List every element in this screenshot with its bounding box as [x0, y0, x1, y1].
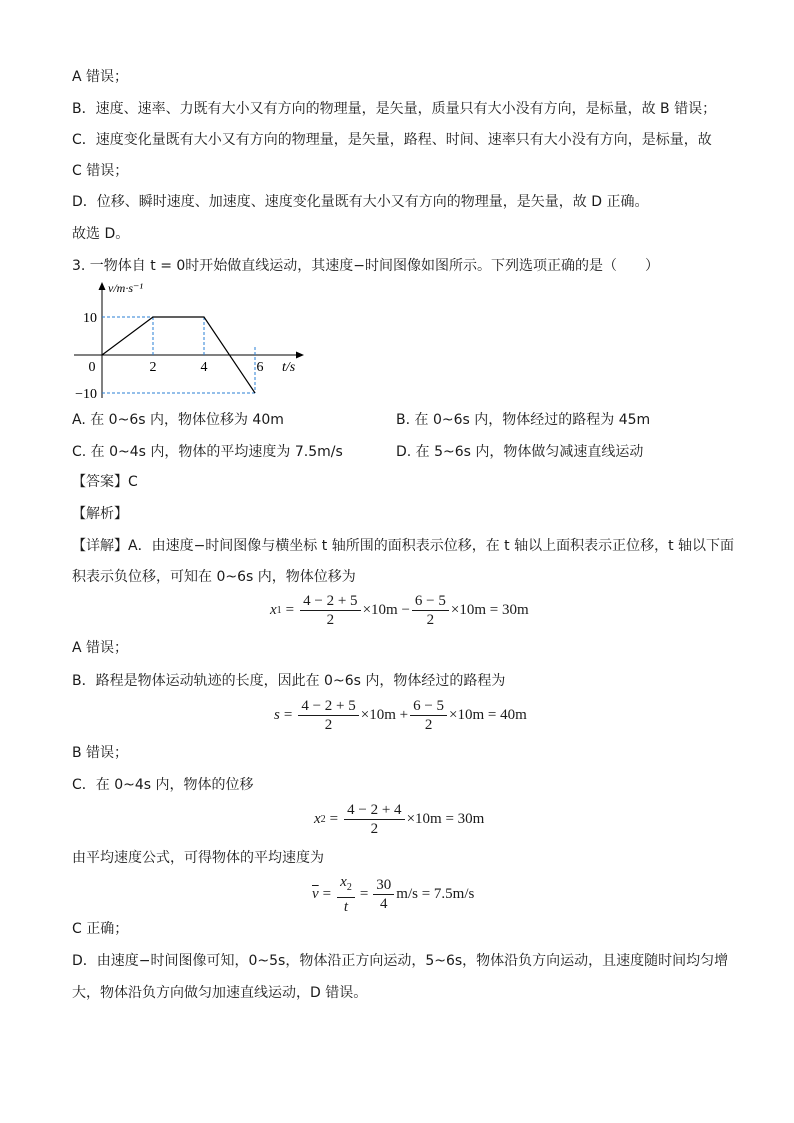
y-axis-arrow	[99, 282, 106, 290]
detail-b-end: B 错误；	[72, 745, 129, 761]
x-axis-arrow	[296, 352, 304, 359]
eq2-frac1-num: 4 − 2 + 5	[298, 697, 358, 716]
x-tick-label: 4	[200, 360, 208, 375]
eq3-frac1-den: 2	[370, 821, 379, 837]
detail-d-line1: D．由速度−时间图像可知，0~5s，物体沿正方向运动，5~6s，物体沿负方向运动，且速度随时间均匀增	[72, 953, 729, 969]
eq2-frac1-den: 2	[324, 717, 333, 733]
eq4-frac1-num	[337, 873, 355, 898]
eq3-frac1-num: 4 − 2 + 4	[344, 801, 404, 820]
detail-c-line1: C．在 0~4s 内，物体的位移	[72, 777, 254, 793]
eq4-frac1	[337, 873, 355, 916]
detail-a-text: A．由速度−时间图像与横坐标 t 轴所围的面积表示位移，在 t 轴以上面积表示正位移，t 轴以下面	[128, 538, 735, 554]
vt-chart	[70, 278, 310, 406]
eq4-frac2-den: 4	[380, 896, 388, 912]
detail-b-line1: B．路程是物体运动轨迹的长度，因此在 0~6s 内，物体经过的路程为	[72, 673, 506, 689]
eq2-mid: ×10m +	[360, 707, 409, 723]
detail-a-line1	[72, 536, 734, 556]
eq4-frac1-den: t	[343, 899, 349, 915]
eq2-frac1	[298, 697, 358, 734]
option-a: A. 在 0~6s 内，物体位移为 40m	[72, 412, 284, 428]
text-line: B．速度、速率、力既有大小又有方向的物理量，是矢量，质量只有大小没有方向，是标量，故 B 错误；	[72, 101, 717, 117]
detail-c-line2: 由平均速度公式，可得物体的平均速度为	[72, 850, 324, 866]
eq3-rhs: ×10m = 30m	[406, 811, 485, 827]
eq2-frac2-num: 6 − 5	[410, 697, 447, 716]
eq1-frac1	[300, 592, 360, 629]
eq4-frac1-num-x: x	[340, 874, 347, 890]
text-line: C．速度变化量既有大小又有方向的物理量，是矢量，路程、时间、速率只有大小没有方向，是标量，故	[72, 132, 712, 148]
answer-tag: 【答案】	[72, 474, 128, 490]
eq4-rhs: m/s = 7.5m/s	[396, 886, 475, 902]
x-tick-label: 6	[256, 360, 264, 375]
eq3-frac1	[344, 801, 404, 838]
eq1-rhs: ×10m = 30m	[450, 602, 529, 618]
eq1-frac1-den: 2	[326, 612, 335, 628]
detail-c-end: C 正确；	[72, 921, 129, 937]
text-line: A 错误；	[72, 69, 129, 85]
equation-average-velocity: $\overline{v}$ = $\frac{x_2}{t}$ = $\frac{30}{4}$ m/s = 7.5m/s	[312, 874, 475, 915]
option-d: D. 在 5~6s 内，物体做匀减速直线运动	[396, 444, 644, 460]
question-3: 3. 一物体自 t = 0时开始做直线运动，其速度−时间图像如图所示。下列选项正确的是（ ）	[72, 258, 660, 274]
eq1-frac2	[412, 592, 449, 629]
analysis-tag: 【解析】	[72, 506, 128, 522]
detail-tag: 【详解】	[72, 538, 128, 554]
eq4-frac2	[373, 876, 394, 913]
text-line: C 错误；	[72, 163, 129, 179]
detail-a-end: A 错误；	[72, 640, 129, 656]
eq4-frac1-num-sub: 2	[346, 882, 352, 893]
eq4-lhs: $\overline{v}$	[312, 886, 319, 902]
x-tick-label: 0	[88, 360, 96, 375]
text-line: D．位移、瞬时速度、加速度、速度变化量既有大小又有方向的物理量，是矢量，故 D 正确。	[72, 194, 649, 210]
eq4-frac2-num: 30	[373, 876, 394, 895]
option-c: C. 在 0~4s 内，物体的平均速度为 7.5m/s	[72, 444, 343, 460]
detail-a-line2: 积表示负位移，可知在 0~6s 内，物体位移为	[72, 569, 356, 585]
eq1-frac2-den: 2	[426, 612, 435, 628]
eq1-frac1-num: 4 − 2 + 5	[300, 592, 360, 611]
y-tick-label: −10	[75, 387, 97, 402]
equation-displacement: x 1 = $\frac{4 - 2 + 5}{2}$ ×10m − $\frac{6 - 5}{2}$ ×10m = 30m	[270, 593, 529, 628]
eq1-lhs-sub: 1	[276, 605, 282, 616]
answer-value: C	[128, 474, 138, 490]
option-b: B. 在 0~6s 内，物体经过的路程为 45m	[396, 412, 651, 428]
eq2-frac2	[410, 697, 447, 734]
eq3-lhs-sub: 2	[320, 814, 326, 825]
eq1-frac2-num: 6 − 5	[412, 592, 449, 611]
eq1-lhs: x	[270, 602, 277, 618]
eq2-rhs: ×10m = 40m	[449, 707, 527, 723]
y-axis-label: v/m·s⁻¹	[108, 281, 143, 295]
eq2-lhs: s	[274, 707, 280, 723]
x-axis-label: t/s	[282, 360, 296, 375]
equation-path: s = $\frac{4 - 2 + 5}{2}$ ×10m + $\frac{6 - 5}{2}$ ×10m = 40m	[274, 698, 527, 733]
eq3-lhs: x	[314, 811, 321, 827]
equation-displacement-04: x 2 = $\frac{4 - 2 + 4}{2}$ ×10m = 30m	[314, 802, 485, 837]
eq1-mid: ×10m −	[362, 602, 410, 618]
answer-line	[72, 472, 138, 492]
eq2-frac2-den: 2	[424, 717, 433, 733]
text-line: 故选 D。	[72, 226, 130, 242]
detail-d-line2: 大，物体沿负方向做匀加速直线运动，D 错误。	[72, 985, 368, 1001]
x-tick-label: 2	[149, 360, 157, 375]
y-tick-label: 10	[83, 311, 97, 326]
